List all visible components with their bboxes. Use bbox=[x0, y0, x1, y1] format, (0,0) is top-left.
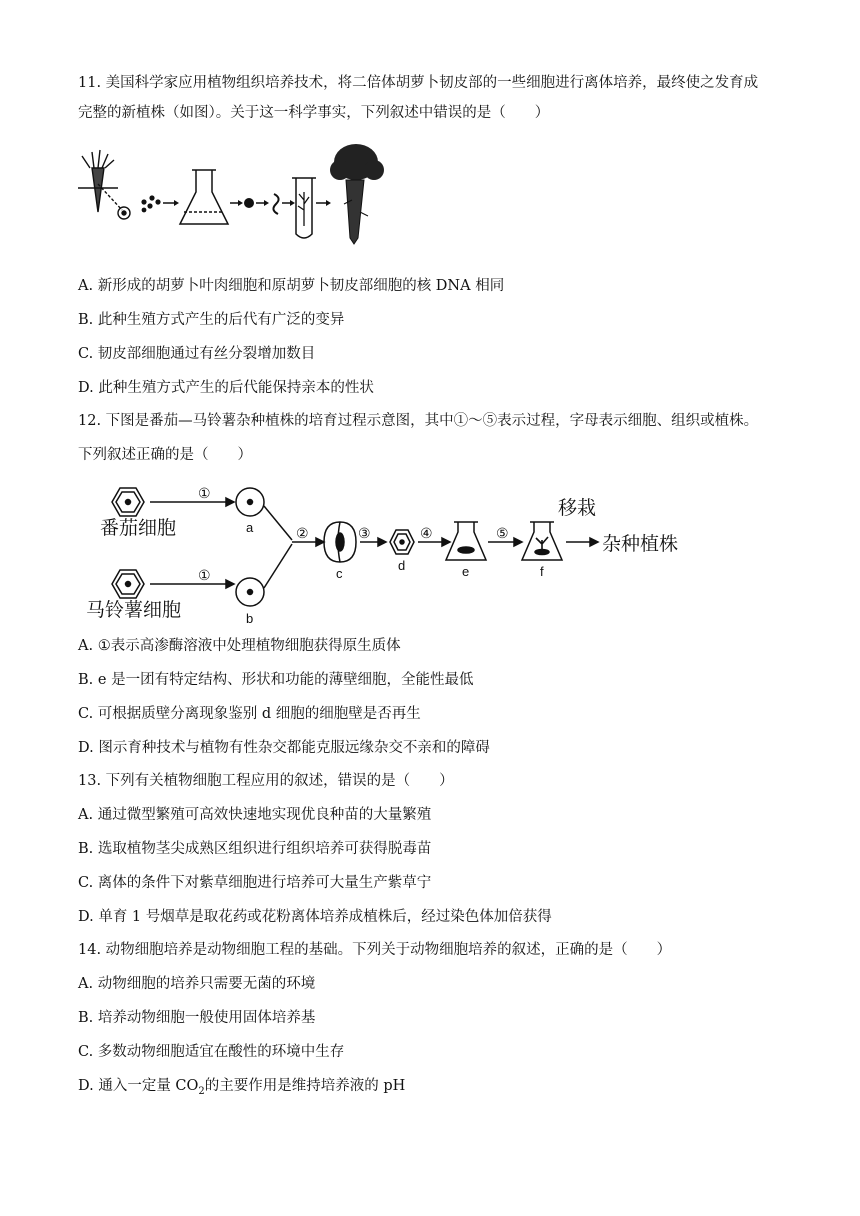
q14-option-d-pre: D. 通入一定量 CO bbox=[78, 1078, 199, 1094]
somatic-hybridization-figure bbox=[78, 482, 698, 624]
q13-option-d: D. 单育 1 号烟草是取花药或花粉离体培养成植株后，经过染色体加倍获得 bbox=[78, 909, 552, 925]
q14-stem: 14. 动物细胞培养是动物细胞工程的基础。下列关于动物细胞培养的叙述，正确的是（ ） bbox=[78, 942, 672, 958]
flask-e-icon bbox=[446, 522, 486, 560]
q13-option-b: B. 选取植物茎尖成熟区组织进行组织培养可获得脱毒苗 bbox=[78, 841, 432, 857]
q11-stem-line1: 11. 美国科学家应用植物组织培养技术，将二倍体胡萝卜韧皮部的一些细胞进行离体培养，最终使之发育成 bbox=[78, 75, 759, 91]
carrot-plant-icon bbox=[330, 144, 384, 244]
q11-option-d: D. 此种生殖方式产生的后代能保持亲本的性状 bbox=[78, 380, 374, 396]
step-2-label: ② bbox=[296, 526, 309, 542]
q12-stem-line1: 12. 下图是番茄—马铃薯杂种植株的培育过程示意图，其中①～⑤表示过程，字母表示细胞、组织或植株。 bbox=[78, 413, 759, 429]
q11-option-b: B. 此种生殖方式产生的后代有广泛的变异 bbox=[78, 312, 345, 328]
q14-option-d-sub: 2 bbox=[198, 1085, 205, 1097]
hybrid-plant-label: 杂种植株 bbox=[602, 533, 679, 555]
label-c: c bbox=[336, 566, 343, 581]
label-f: f bbox=[540, 564, 544, 579]
q12-option-b: B. e 是一团有特定结构、形状和功能的薄壁细胞，全能性最低 bbox=[78, 672, 474, 688]
potato-cell-icon bbox=[112, 570, 144, 598]
step-5-label: ⑤ bbox=[496, 526, 509, 542]
flask-f-icon bbox=[522, 522, 562, 560]
q14-option-d bbox=[78, 1076, 405, 1096]
q12-stem-line2: 下列叙述正确的是（ ） bbox=[78, 447, 252, 463]
q14-option-d-post: 的主要作用是维持培养液的 pH bbox=[204, 1078, 406, 1094]
q11-option-a: A. 新形成的胡萝卜叶肉细胞和原胡萝卜韧皮部细胞的核 DNA 相同 bbox=[78, 278, 505, 294]
q14-option-c: C. 多数动物细胞适宜在酸性的环境中生存 bbox=[78, 1044, 345, 1060]
q13-option-a: A. 通过微型繁殖可高效快速地实现优良种苗的大量繁殖 bbox=[78, 807, 432, 823]
q14-option-a: A. 动物细胞的培养只需要无菌的环境 bbox=[78, 976, 316, 992]
tomato-cell-label: 番茄细胞 bbox=[100, 517, 177, 539]
tomato-cell-icon bbox=[112, 488, 144, 516]
label-d: d bbox=[398, 558, 406, 573]
embryo-icon bbox=[273, 194, 278, 214]
label-a: a bbox=[246, 520, 254, 535]
step-1-bottom-label: ① bbox=[198, 568, 211, 584]
carrot-culture-figure bbox=[78, 140, 388, 258]
q11-option-c: C. 韧皮部细胞通过有丝分裂增加数目 bbox=[78, 346, 316, 362]
test-tube-icon bbox=[292, 178, 316, 238]
carrot-icon bbox=[78, 150, 130, 219]
transplant-label: 移栽 bbox=[558, 497, 597, 519]
q12-option-c: C. 可根据质壁分离现象鉴别 d 细胞的细胞壁是否再生 bbox=[78, 706, 421, 722]
step-1-top-label: ① bbox=[198, 486, 211, 502]
isolated-cells bbox=[141, 195, 160, 212]
q13-stem: 13. 下列有关植物细胞工程应用的叙述，错误的是（ ） bbox=[78, 773, 454, 789]
q12-option-d: D. 图示育种技术与植物有性杂交都能克服远缘杂交不亲和的障碍 bbox=[78, 740, 490, 756]
q14-option-b: B. 培养动物细胞一般使用固体培养基 bbox=[78, 1010, 316, 1026]
step-3-label: ③ bbox=[358, 526, 371, 542]
hybrid-cell-d-icon bbox=[390, 530, 414, 554]
q12-option-a: A. ①表示高渗酶溶液中处理植物细胞获得原生质体 bbox=[78, 638, 401, 654]
culture-flask-icon bbox=[180, 170, 228, 224]
label-b: b bbox=[246, 611, 254, 624]
q11-stem-line2: 完整的新植株（如图）。关于这一科学事实，下列叙述中错误的是（ ） bbox=[78, 105, 550, 121]
potato-cell-label: 马铃薯细胞 bbox=[86, 599, 182, 621]
q13-option-c: C. 离体的条件下对紫草细胞进行培养可大量生产紫草宁 bbox=[78, 875, 432, 891]
callus-icon bbox=[244, 198, 254, 208]
label-e: e bbox=[462, 564, 470, 579]
step-4-label: ④ bbox=[420, 526, 433, 542]
